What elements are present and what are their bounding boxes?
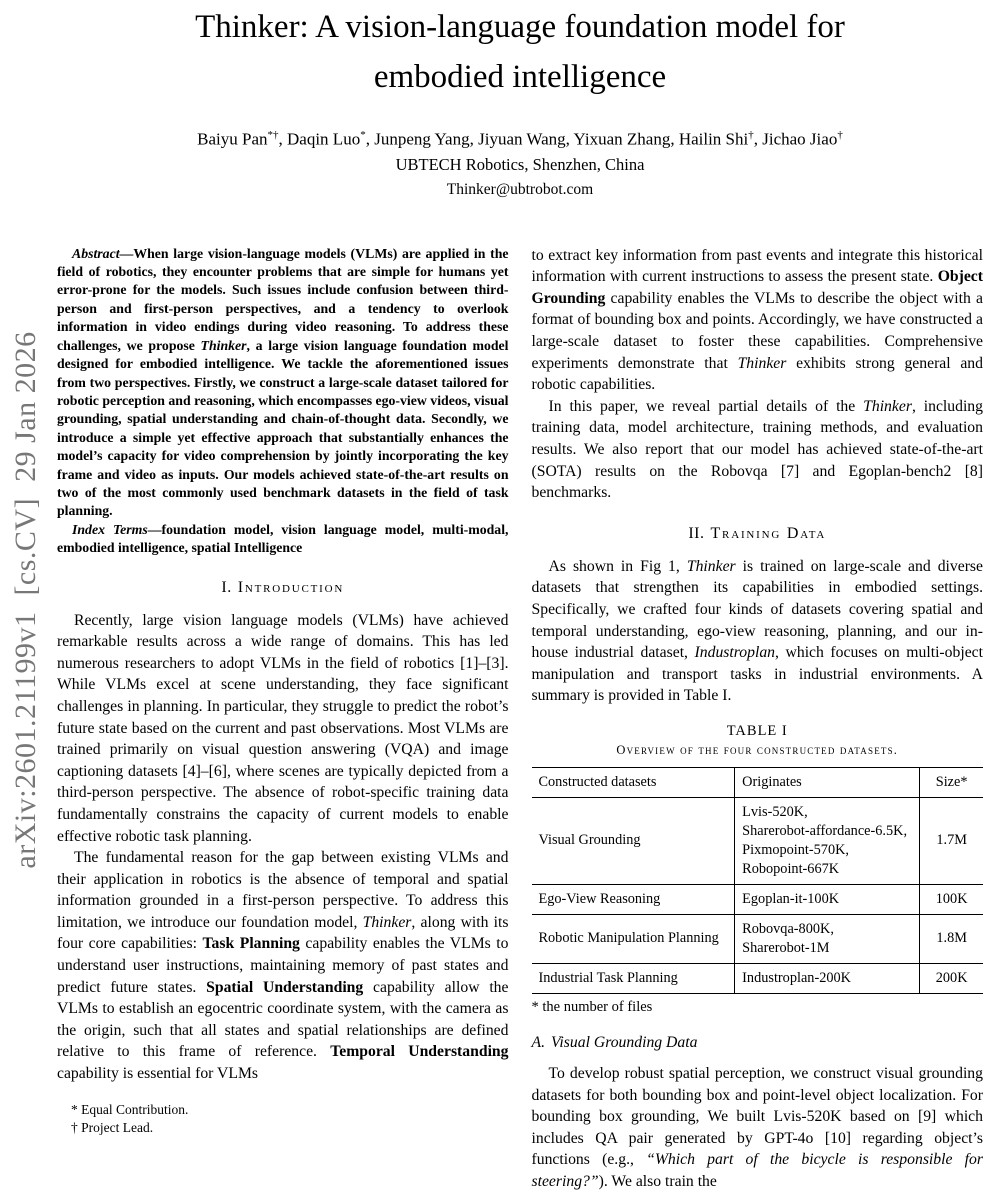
paper-overview-paragraph: In this paper, we reveal partial details of the Thinker, including training data, model architecture, training methods, and evaluation results. We also report that our model has achieved state-of-the-art (SOTA) results on the Robovqa [7] and Egoplan-bench2 [8] benchmarks. — [531, 397, 983, 502]
table-cell: 200K — [920, 963, 983, 993]
table-cell: Industrial Task Planning — [538, 969, 678, 986]
subsection-heading-visual-grounding — [532, 1034, 984, 1052]
paper-title-line2: embodied intelligence — [373, 59, 667, 95]
table-column-header: Constructed datasets — [538, 773, 657, 790]
table-cell: Robovqa-800K, Sharerobot-1M — [735, 914, 920, 963]
table-cell: 1.8M — [920, 914, 983, 963]
table-row — [532, 914, 984, 963]
footnote-equal-contribution: * Equal Contribution. — [71, 1101, 189, 1117]
author-line: Baiyu Pan*†, Daqin Luo*, Junpeng Yang, Jiyuan Wang, Yixuan Zhang, Hailin Shi†, Jichao Jiao† — [197, 129, 843, 149]
table-1-footnote: * the number of files — [531, 998, 653, 1015]
table-cell: Lvis-520K, Sharerobot-affordance-6.5K, Pixmopoint-570K, Robopoint-667K — [735, 797, 920, 884]
right-column — [532, 245, 984, 1193]
contact-email: Thinker@ubtrobot.com — [446, 180, 594, 198]
abstract-paragraph: Abstract—When large vision-language models (VLMs) are applied in the field of robotics, they encounter problems that are simple for humans yet error-prone for the models. Such issues include confusion between third-person and first-person perspectives, and a tendency to overlook information in video endings during video reasoning. To address these challenges, we propose Thinker, a large vision language foundation model designed for embodied intelligence. We tackle the aforementioned issues from two perspectives. Firstly, we construct a large-scale dataset tailored for robotic perception and reasoning, which encompasses ego-view videos, visual grounding, spatial understanding and chain-of-thought data. Secondly, we introduce a simple yet effective approach that substantially enhances the model’s capacity for video comprehension by jointly incorporating the key frame and video as inputs. Our models achieved state-of-the-art results on two of the most commonly used benchmark datasets in the field of task planning. — [57, 245, 509, 519]
section-number: I. — [221, 578, 232, 596]
table-cell: 1.7M — [920, 797, 983, 884]
table-1-caption: Overview of the four constructed datasets. — [616, 742, 899, 757]
table-cell: Robotic Manipulation Planning — [538, 930, 719, 947]
left-column — [57, 245, 509, 1137]
paper-title-line1: Thinker: A vision-language foundation model for — [195, 9, 845, 45]
paper-title — [57, 2, 983, 102]
section-title: Training Data — [710, 524, 827, 542]
section-title: Introduction — [237, 578, 345, 596]
table-cell: Industroplan-200K — [735, 963, 920, 993]
index-terms-paragraph: Index Terms—foundation model, vision language model, multi-modal, embodied intelligence, spatial Intelligence — [57, 521, 509, 556]
table-cell: Egoplan-it-100K — [735, 884, 920, 914]
subsection-title: Visual Grounding Data — [551, 1033, 698, 1051]
footnote-project-lead: † Project Lead. — [71, 1119, 154, 1135]
intro-paragraph-1: Recently, large vision language models (VLMs) have achieved remarkable results across a wide range of domains. This has led numerous researchers to adopt VLMs in the field of robotics [1]–[3]. While VLMs excel at scene understanding, they face significant challenges in planning. In particular, they struggle to predict the robot’s future state based on the current and past observations. Most VLMs are trained primarily on visual question answering (VQA) and image captioning datasets [4]–[6], where scenes are typically depicted from a third-person perspective. The absence of robot-specific training data fundamentally constrains the capacity of current models to enable effective robotic task planning. — [57, 611, 509, 845]
training-data-paragraph: As shown in Fig 1, Thinker is trained on large-scale and diverse datasets that strengthen its capabilities in embodied settings. Specifically, we crafted four kinds of datasets covering spatial and temporal understanding, ego-view reasoning, planning, and our in-house industrial dataset, Industroplan, which focuses on multi-object manipulation and transport tasks in industrial environments. A summary is provided in Table I. — [531, 557, 983, 705]
table-column-header: Originates — [735, 767, 920, 797]
table-cell: 100K — [920, 884, 983, 914]
table-row — [532, 884, 984, 914]
table-1-block — [532, 723, 984, 1016]
continuation-paragraph: to extract key information from past events and integrate this historical information with current instructions to assess the present state. Object Grounding capability enables the VLMs to describe the object with a format of bounding box and points. Accordingly, we have constructed a large-scale dataset to foster these capabilities. Comprehensive experiments demonstrate that Thinker exhibits strong general and robotic capabilities. — [531, 246, 983, 394]
two-column-body — [57, 245, 983, 1193]
table-1-label: TABLE I — [726, 722, 788, 739]
section-heading-introduction — [57, 579, 509, 597]
dataset-table — [532, 767, 984, 994]
table-row — [532, 797, 984, 884]
table-cell: Visual Grounding — [538, 832, 641, 849]
affiliation: UBTECH Robotics, Shenzhen, China — [395, 154, 645, 174]
intro-paragraph-2: The fundamental reason for the gap between existing VLMs and their application in robotics is the absence of temporal and spatial information grounded in a first-person perspective. To address this limitation, we introduce our foundation model, Thinker, along with its four core capabilities: Task Planning capability enables the VLMs to understand user instructions, maintaining memory of past states and predict future states. Spatial Understanding capability allow the VLMs to establish an egocentric coordinate system, with the camera as the origin, such that all states and spatial relationships are defined relative to this frame of reference. Temporal Understanding capability is essential for VLMs — [57, 849, 509, 1083]
section-number: II. — [688, 524, 705, 542]
subsection-number: A. — [531, 1033, 546, 1051]
section-heading-training-data — [532, 525, 984, 543]
visual-grounding-paragraph: To develop robust spatial perception, we construct visual grounding datasets for both bounding box and point-level object localization. For bounding box grounding, We built Lvis-520K based on [9] which includes QA pair generated by GPT-4o [10] regarding object’s functions (e.g., “Which part of the bicycle is responsible for steering?”). We also train the — [531, 1064, 983, 1190]
table-row — [532, 963, 984, 993]
arxiv-stamp: arXiv:2601.21199v1 [cs.CV] 29 Jan 2026 — [9, 331, 42, 869]
title-footnotes — [57, 1101, 509, 1137]
table-cell: Ego-View Reasoning — [538, 890, 661, 907]
table-column-header: Size* — [920, 767, 983, 797]
